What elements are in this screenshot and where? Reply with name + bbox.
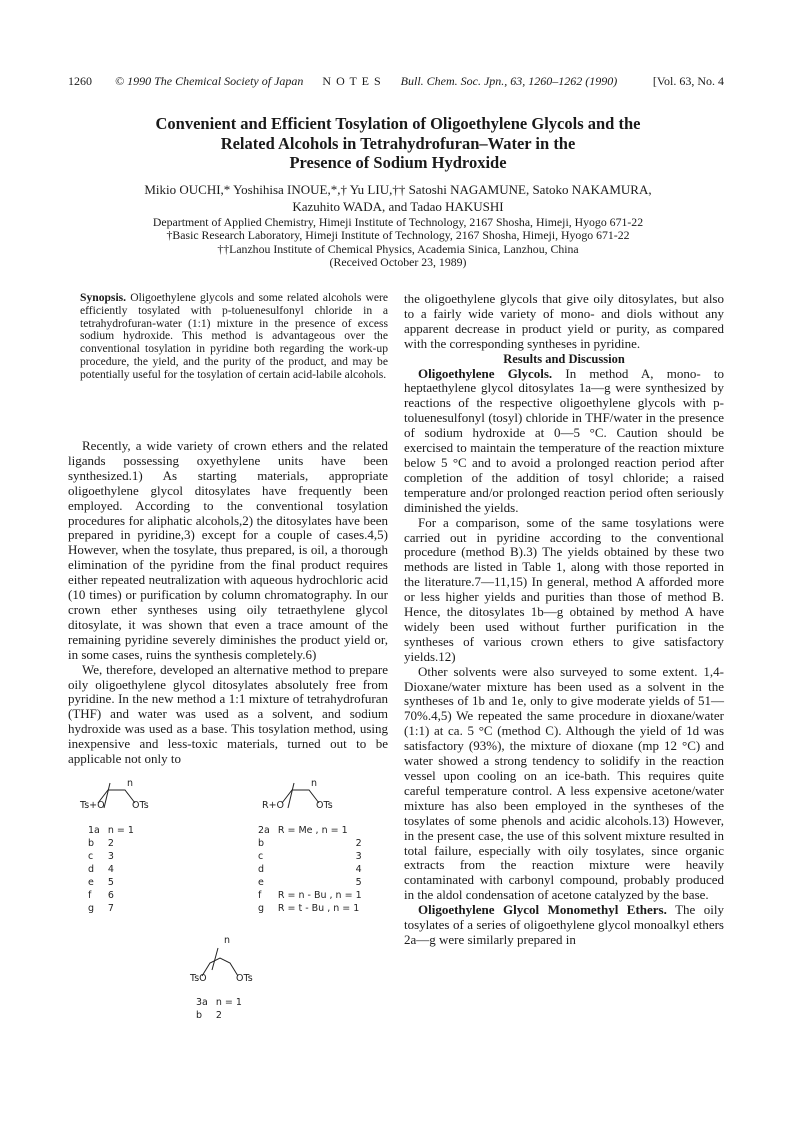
compound-param: R = n - Bu , n = 1 bbox=[277, 890, 362, 901]
title-line: Presence of Sodium Hydroxide bbox=[289, 153, 507, 172]
compound-row bbox=[258, 863, 370, 876]
compound-param: 5 bbox=[355, 877, 362, 888]
right-column bbox=[404, 292, 724, 948]
compound-param: 4 bbox=[355, 864, 362, 875]
structure-1-table bbox=[88, 824, 142, 915]
compound-param: 3 bbox=[107, 851, 114, 862]
compound-row bbox=[258, 837, 370, 850]
compound-row bbox=[258, 824, 370, 837]
compound-row bbox=[196, 1009, 250, 1022]
structure-3-bond bbox=[202, 958, 238, 976]
structure-3-n: n bbox=[224, 935, 231, 946]
body-paragraph bbox=[404, 903, 724, 948]
compound-row bbox=[258, 850, 370, 863]
author-list bbox=[68, 181, 728, 215]
compound-id: 3a bbox=[196, 997, 208, 1008]
compound-row bbox=[88, 850, 142, 863]
paragraph-text: Other solvents were also surveyed to some extent. 1,4-Dioxane/water mixture has been used as a solvent in the syntheses of 1b and 1e, only to give moderate yields of 51—70%.4,5) We repeated the same procedure in dioxane/water (1:1) at ca. 5 °C (method C). Although the yield of 1d was satisfactory (93%), the mixture of dioxane (mp 12 °C) and water showed a strong tendency to solidify in the reaction vessel upon cooling on an ice-bath. This requires quite careful temperature control. A less expensive acetone/water mixture has also been employed in the syntheses of the tosylates of some phenols and acidic alcohols.13) However, in the present case, the use of this solvent mixture resulted in total failure, especially with oily tosylates, since organic extracts from the reaction mixture were heavily contaminated with carbonyl compound, probably produced in the aldol condensation of acetone catalyzed by the base. bbox=[404, 663, 724, 903]
left-column-body bbox=[68, 439, 388, 767]
compound-id: c bbox=[258, 851, 264, 862]
author-line: Kazuhito WADA, and Tadao HAKUSHI bbox=[292, 199, 504, 214]
article-title bbox=[68, 114, 728, 173]
affiliation-line: Department of Applied Chemistry, Himeji Institute of Technology, 2167 Shosha, Himeji, Hyogo 671-22 bbox=[152, 215, 644, 229]
received-date: (Received October 23, 1989) bbox=[329, 254, 467, 269]
compound-id: g bbox=[258, 903, 265, 914]
compound-id: d bbox=[88, 864, 95, 875]
compound-id: d bbox=[258, 864, 265, 875]
body-paragraph: We, therefore, developed an alternative method to prepare oily oligoethylene glycol ditosylates absolutely free from pyridine. In the new method a 1:1 mixture of tetrahydrofuran (THF) and water was used as a solvent, and sodium hydroxide was used as a base. This tosylation method, using inexpensive and less-toxic materials, turned out to be applicable not only to bbox=[68, 661, 388, 767]
compound-param: n = 1 bbox=[107, 825, 134, 836]
affiliation-line: †Basic Research Laboratory, Himeji Institute of Technology, 2167 Shosha, Himeji, Hyogo 671-22 bbox=[166, 228, 630, 243]
volume-label: [Vol. 63, No. 4 bbox=[652, 74, 724, 88]
compound-row bbox=[88, 863, 142, 876]
compound-id: e bbox=[258, 877, 264, 888]
compound-param: 2 bbox=[107, 838, 114, 849]
compound-param: 3 bbox=[355, 851, 362, 862]
page-number: 1260 bbox=[68, 74, 92, 88]
synopsis bbox=[80, 292, 388, 382]
copyright: © 1990 The Chemical Society of Japan bbox=[115, 74, 304, 88]
compound-id: b bbox=[88, 838, 95, 849]
compound-param: 5 bbox=[107, 877, 114, 888]
structure-3-left-group: TsO bbox=[190, 973, 207, 984]
compound-id: b bbox=[258, 838, 265, 849]
compound-param: 6 bbox=[107, 890, 114, 901]
compound-id: b bbox=[196, 1010, 203, 1021]
paragraph-heading: Oligoethylene Glycol Monomethyl Ethers. bbox=[418, 902, 667, 918]
compound-id: e bbox=[88, 877, 94, 888]
compound-row bbox=[258, 876, 370, 889]
body-paragraph: Recently, a wide variety of crown ethers and the related ligands possessing oxyethylene units have been synthesized.1) As starting materials, appropriate oligoethylene glycol ditosylates have frequently been employed. According to the conventional tosylation procedures for aliphatic alcohols,2) the ditosylates have been prepared in pyridine,3) except for a couple of cases.4,5) However, when the tosylate, thus prepared, is oil, a thorough elimination of the pyridine from the final product requires either repeated neutralization with aqueous hydrochloric acid (10 times) or purification by column chromatography. In our crown ether syntheses using oily tetraethylene glycol ditosylate, it was shown that even a trace amount of the remaining pyridine severely diminishes the product yield or, in some cases, ruins the synthesis completely.6) bbox=[68, 438, 388, 662]
affiliation-line: ††Lanzhou Institute of Chemical Physics, Academia Sinica, Lanzhou, China bbox=[217, 241, 579, 256]
structure-1-right-group: OTs bbox=[132, 800, 149, 811]
synopsis-label: Synopsis. bbox=[80, 291, 127, 304]
structure-1-n: n bbox=[127, 778, 134, 789]
section-heading: Results and Discussion bbox=[503, 351, 625, 366]
compound-param: 7 bbox=[107, 903, 114, 914]
affiliations bbox=[68, 216, 728, 269]
structure-2-n: n bbox=[311, 778, 318, 789]
structure-1-left-group: Ts+O bbox=[80, 800, 105, 811]
compound-row bbox=[88, 824, 142, 837]
compound-id: f bbox=[88, 890, 92, 901]
author-line: Mikio OUCHI,* Yoshihisa INOUE,*,† Yu LIU,†† Satoshi NAGAMUNE, Satoko NAKAMURA, bbox=[144, 182, 652, 197]
compound-row bbox=[88, 837, 142, 850]
running-header bbox=[68, 74, 724, 89]
compound-param: R = t - Bu , n = 1 bbox=[277, 903, 360, 914]
structure-3-right-group: OTs bbox=[236, 973, 253, 984]
structure-3-table bbox=[196, 996, 250, 1022]
section-label: N O T E S bbox=[322, 74, 382, 88]
body-paragraph bbox=[404, 516, 724, 665]
title-line: Related Alcohols in Tetrahydrofuran–Water in the bbox=[220, 133, 576, 153]
compound-param: 2 bbox=[215, 1010, 222, 1021]
compound-row bbox=[258, 889, 370, 902]
paragraph-heading: Oligoethylene Glycols. bbox=[418, 365, 553, 381]
compound-row bbox=[88, 876, 142, 889]
compound-id: f bbox=[258, 890, 262, 901]
compound-param: 4 bbox=[107, 864, 114, 875]
paragraph-text: In method A, mono- to heptaethylene glycol ditosylates 1a—g were synthesized by reactions of the respective oligoethylene glycols with p-toluenesulfonyl (tosyl) chloride in THF/water in the presence of sodium hydroxide at 0—5 °C. Caution should be exercised to maintain the temperature of the reaction mixture below 5 °C and to avoid a prolonged reaction period after completion of the addition of tosyl chloride; a raised temperature and/or prolonged reaction period often seriously diminished the yields. bbox=[404, 365, 725, 515]
body-paragraph bbox=[404, 665, 724, 904]
compound-id: 2a bbox=[258, 825, 270, 836]
synopsis-text: Oligoethylene glycols and some related alcohols were efficiently tosylated with p-toluenesulfonyl chloride in a tetrahydrofuran-water (1:1) mixture in the presence of excess sodium hydroxide. This method is advantageous over the conventional tosylation in pyridine both regarding the work-up procedure, the yield, and the purity of the product, and may be potentially useful for the tosylation of certain acid-labile alcohols. bbox=[80, 291, 388, 381]
compound-row bbox=[88, 889, 142, 902]
structure-2-table bbox=[258, 824, 370, 915]
compound-id: g bbox=[88, 903, 95, 914]
body-paragraph: the oligoethylene glycols that give oily ditosylates, but also to a fairly wide variety of mono- and diols without any apparent decrease in product yield or purity, as compared with the corresponding syntheses in pyridine. bbox=[404, 291, 724, 351]
structure-2-bracket bbox=[288, 783, 294, 808]
compound-id: 1a bbox=[88, 825, 100, 836]
paragraph-text: The oily tosylates of a series of oligoethylene glycol monoalkyl ethers 2a—g were similarly prepared in bbox=[404, 902, 725, 947]
compound-row bbox=[196, 996, 250, 1009]
compound-row bbox=[88, 902, 142, 915]
paragraph-text: For a comparison, some of the same tosylations were carried out in pyridine according to the conventional procedure (method B).3) The yields obtained by these two methods are listed in Table 1, along with those reported in the literature.7—11,15) In general, method A afforded more or less higher yields and purities than those of method B. Hence, the ditosylates 1b—g obtained by method A have widely been used without further purification in the syntheses of various crown ethers to give satisfactory yields.12) bbox=[404, 514, 724, 664]
compound-row bbox=[258, 902, 370, 915]
structure-2-bond bbox=[282, 790, 319, 803]
structure-2-left-group: R+O bbox=[262, 800, 285, 811]
chemical-structures bbox=[80, 770, 380, 1100]
compound-param: 2 bbox=[355, 838, 362, 849]
compound-id: c bbox=[88, 851, 94, 862]
structure-2-right-group: OTs bbox=[316, 800, 333, 811]
compound-param: n = 1 bbox=[215, 997, 242, 1008]
compound-param: R = Me , n = 1 bbox=[277, 825, 348, 836]
title-line: Convenient and Efficient Tosylation of Oligoethylene Glycols and the bbox=[155, 114, 641, 133]
body-paragraph bbox=[404, 367, 724, 516]
journal-citation: Bull. Chem. Soc. Jpn., 63, 1260–1262 (1990) bbox=[400, 74, 618, 88]
